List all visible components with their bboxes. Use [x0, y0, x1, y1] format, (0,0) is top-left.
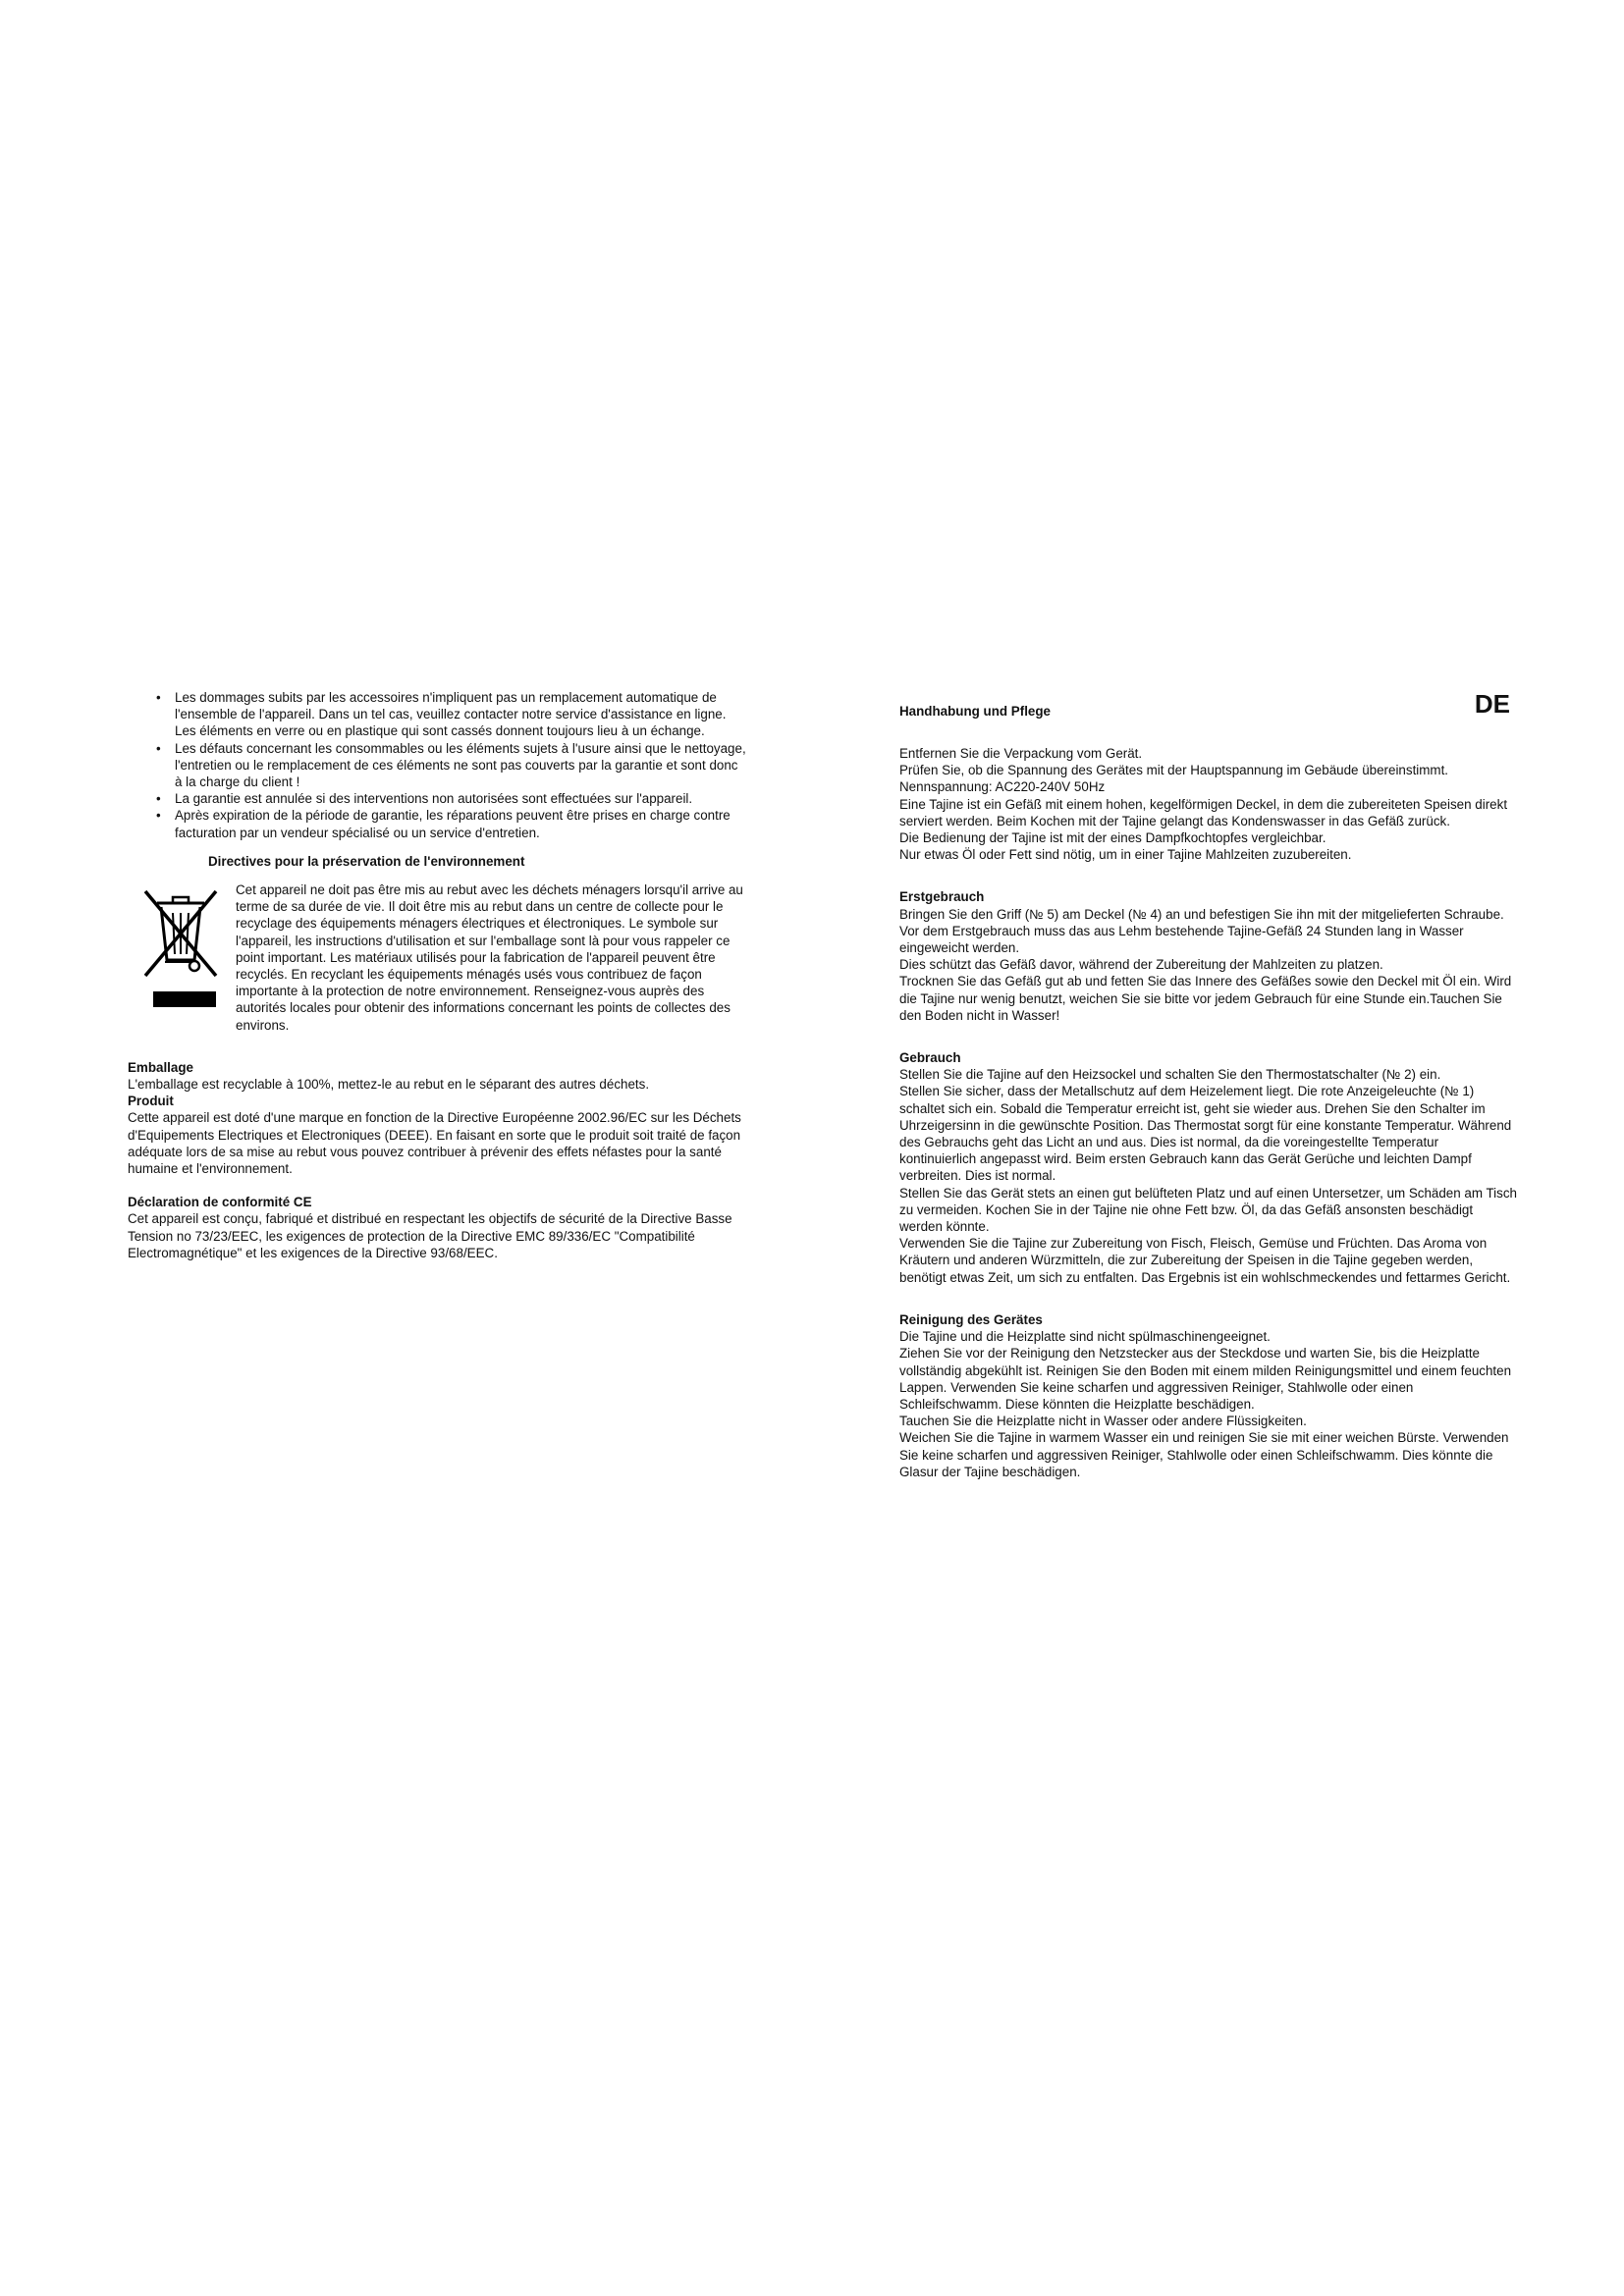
bullet-icon: • — [156, 740, 161, 756]
warranty-item: • La garantie est annulée si des interventions non autorisées sont effectuées sur l'appareil. — [156, 791, 693, 807]
produit-text: Cette appareil est doté d'une marque en fonction de la Directive Européenne 2002.96/EC sur les Déchets d'Equipements Electriques et Electroniques (DEEE). En faisant en sorte que le produit soit traité de façon adéquate lors de sa mise au rebut vous pouvez contribuer à prévenir des effets néfastes pour la santé humaine et l'environnement. — [128, 1110, 741, 1177]
language-label: DE — [1474, 689, 1510, 719]
erstgebrauch-heading: Erstgebrauch — [899, 889, 985, 905]
gebrauch-heading: Gebrauch — [899, 1050, 961, 1066]
reinigung-line: Weichen Sie die Tajine in warmem Wasser ein und reinigen Sie sie mit einer weichen Bürste. Verwenden Sie keine scharfen und aggressiven Reiniger, Stahlwolle oder einen Schleifschwamm. Dies könnte die Glasur der Tajine beschädigen. — [899, 1430, 1509, 1479]
section-header — [899, 689, 1518, 728]
handhabung-line: Prüfen Sie, ob die Spannung des Gerätes mit der Hauptspannung im Gebäude übereinstimmt. — [899, 763, 1449, 778]
handhabung-line: Nennspannung: AC220-240V 50Hz — [899, 779, 1106, 795]
erstgebrauch-line: Dies schützt das Gefäß davor, während der Zubereitung der Mahlzeiten zu platzen. — [899, 957, 1383, 973]
warranty-item: • Après expiration de la période de garantie, les réparations peuvent être prises en charge contre facturation par un vendeur spécialisé ou un service d'entretien. — [156, 808, 731, 840]
ce-text: Cet appareil est conçu, fabriqué et distribué en respectant les objectifs de sécurité de la Directive Basse Tension no 73/23/EEC, les exigences de protection de la Directive EMC 89/336/EC "Compatibilité Electromagnétique" et les exigences de la Directive 93/68/EEC. — [128, 1211, 732, 1260]
gebrauch-line: Stellen Sie sicher, dass der Metallschutz auf dem Heizelement liegt. Die rote Anzeigeleuchte (№ 1) schaltet sich ein. Sobald die Temperatur erreicht ist, geht sie wieder aus. Drehen Sie den Schalter im Uhrzeigersinn in die gewünschte Position. Das Thermostat sorgt für eine konstante Temperatur. Während des Gebrauchs geht das Licht an und aus. Dies ist normal, da die voreingestellte Temperatur kontinuierlich angepasst wird. Beim ersten Gebrauch kann das Gerät Gerüche und leichten Dampf verbreiten. Dies ist normal. — [899, 1084, 1512, 1184]
reinigung-heading: Reinigung des Gerätes — [899, 1311, 1043, 1327]
warranty-item: • Les dommages subits par les accessoires n'impliquent pas un remplacement automatique de l'ensemble de l'appareil. Dans un tel cas, veuillez contacter notre service d'assistance en ligne. Les éléments en verre ou en plastique qui sont cassés donnent toujours lieu à un échange. — [156, 690, 727, 739]
handhabung-line: Entfernen Sie die Verpackung vom Gerät. — [899, 746, 1143, 761]
reinigung-line: Die Tajine und die Heizplatte sind nicht spülmaschinengeeignet. — [899, 1329, 1271, 1345]
environment-text: Cet appareil ne doit pas être mis au rebut avec les déchets ménagers lorsqu'il arrive au terme de sa durée de vie. Il doit être mis au rebut dans un centre de collecte pour le recyclage des équipements ménagers électriques et électroniques. Le symbole sur l'appareil, les instructions d'utilisation et sur l'emballage sont là pour vous rappeler ce point important. Les matériaux utilisés pour la fabrication de l'appareil peuvent être recyclés. En recyclant les équipements ménagés usés vous contribuez de façon importante à la protection de notre environnement. Renseignez-vous auprès des autorités locales pour obtenir des informations concernant les points de collectes des environs. — [236, 882, 743, 1033]
left-column — [128, 689, 748, 1261]
right-column — [899, 689, 1518, 1480]
gebrauch-line: Stellen Sie das Gerät stets an einen gut belüfteten Platz und auf einen Untersetzer, um Schäden am Tisch zu vermeiden. Kochen Sie in der Tajine nie ohne Fett bzw. Öl, da das Gefäß ansonsten beschädigt werden könnte. — [899, 1185, 1517, 1235]
emballage-heading: Emballage — [128, 1059, 193, 1075]
handhabung-heading: Handhabung und Pflege — [899, 704, 1051, 719]
bullet-icon: • — [156, 808, 161, 824]
warranty-list — [128, 689, 748, 841]
warranty-item: • Les défauts concernant les consommables ou les éléments sujets à l'usure ainsi que le nettoyage, l'entretien ou le remplacement de ces éléments ne sont pas couverts par la garantie et sont donc à la charge du client ! — [156, 740, 746, 790]
bullet-icon: • — [156, 791, 161, 807]
bullet-icon: • — [156, 690, 161, 705]
produit-heading: Produit — [128, 1094, 174, 1109]
emballage-text: L'emballage est recyclable à 100%, mettez-le au rebut en le séparant des autres déchets. — [128, 1077, 650, 1093]
crossed-out-bin-icon — [132, 881, 230, 1031]
erstgebrauch-line: Trocknen Sie das Gefäß gut ab und fetten Sie das Innere des Gefäßes sowie den Deckel mit Öl ein. Wird die Tajine nur wenig benutzt, weichen Sie sie bitte vor jedem Gebrauch für eine Stunde ein.Tauchen Sie den Boden nicht in Wasser! — [899, 974, 1512, 1023]
environment-title: Directives pour la préservation de l'environnement — [208, 853, 525, 869]
erstgebrauch-line: Bringen Sie den Griff (№ 5) am Deckel (№ 4) an und befestigen Sie ihn mit der mitgelieferten Schraube. — [899, 906, 1504, 922]
ce-heading: Déclaration de conformité CE — [128, 1195, 312, 1210]
environment-section — [128, 881, 748, 1034]
reinigung-line: Ziehen Sie vor der Reinigung den Netzstecker aus der Steckdose und warten Sie, bis die Heizplatte vollständig abgekühlt ist. Reinigen Sie den Boden mit einem milden Reinigungsmittel und einem feuchten Lappen. Verwenden Sie keine scharfen und aggressiven Reiniger, Stahlwolle oder einen Schleifschwamm. Diese könnten die Heizplatte beschädigen. — [899, 1346, 1512, 1412]
reinigung-line: Tauchen Sie die Heizplatte nicht in Wasser oder andere Flüssigkeiten. — [899, 1414, 1307, 1429]
gebrauch-line: Stellen Sie die Tajine auf den Heizsockel und schalten Sie den Thermostatschalter (№ 2) ein. — [899, 1067, 1441, 1083]
gebrauch-line: Verwenden Sie die Tajine zur Zubereitung von Fisch, Fleisch, Gemüse und Früchten. Das Aroma von Kräutern und anderen Würzmitteln, die zur Zubereitung der Speisen in die Tajine gegeben werden, benötigt etwas Zeit, um sich zu entfalten. Das Ergebnis ist ein wohlschmeckendes und fettarmes Gericht. — [899, 1236, 1511, 1285]
erstgebrauch-line: Vor dem Erstgebrauch muss das aus Lehm bestehende Tajine-Gefäß 24 Stunden lang in Wasser eingeweicht werden. — [899, 923, 1464, 956]
handhabung-line: Nur etwas Öl oder Fett sind nötig, um in einer Tajine Mahlzeiten zuzubereiten. — [899, 847, 1352, 863]
handhabung-line: Eine Tajine ist ein Gefäß mit einem hohen, kegelförmigen Deckel, in dem die zubereiteten Speisen direkt serviert werden. Beim Kochen mit der Tajine gelangt das Kondenswasser in das Gefäß zurück. — [899, 796, 1508, 828]
handhabung-line: Die Bedienung der Tajine ist mit der eines Dampfkochtopfes vergleichbar. — [899, 830, 1326, 846]
